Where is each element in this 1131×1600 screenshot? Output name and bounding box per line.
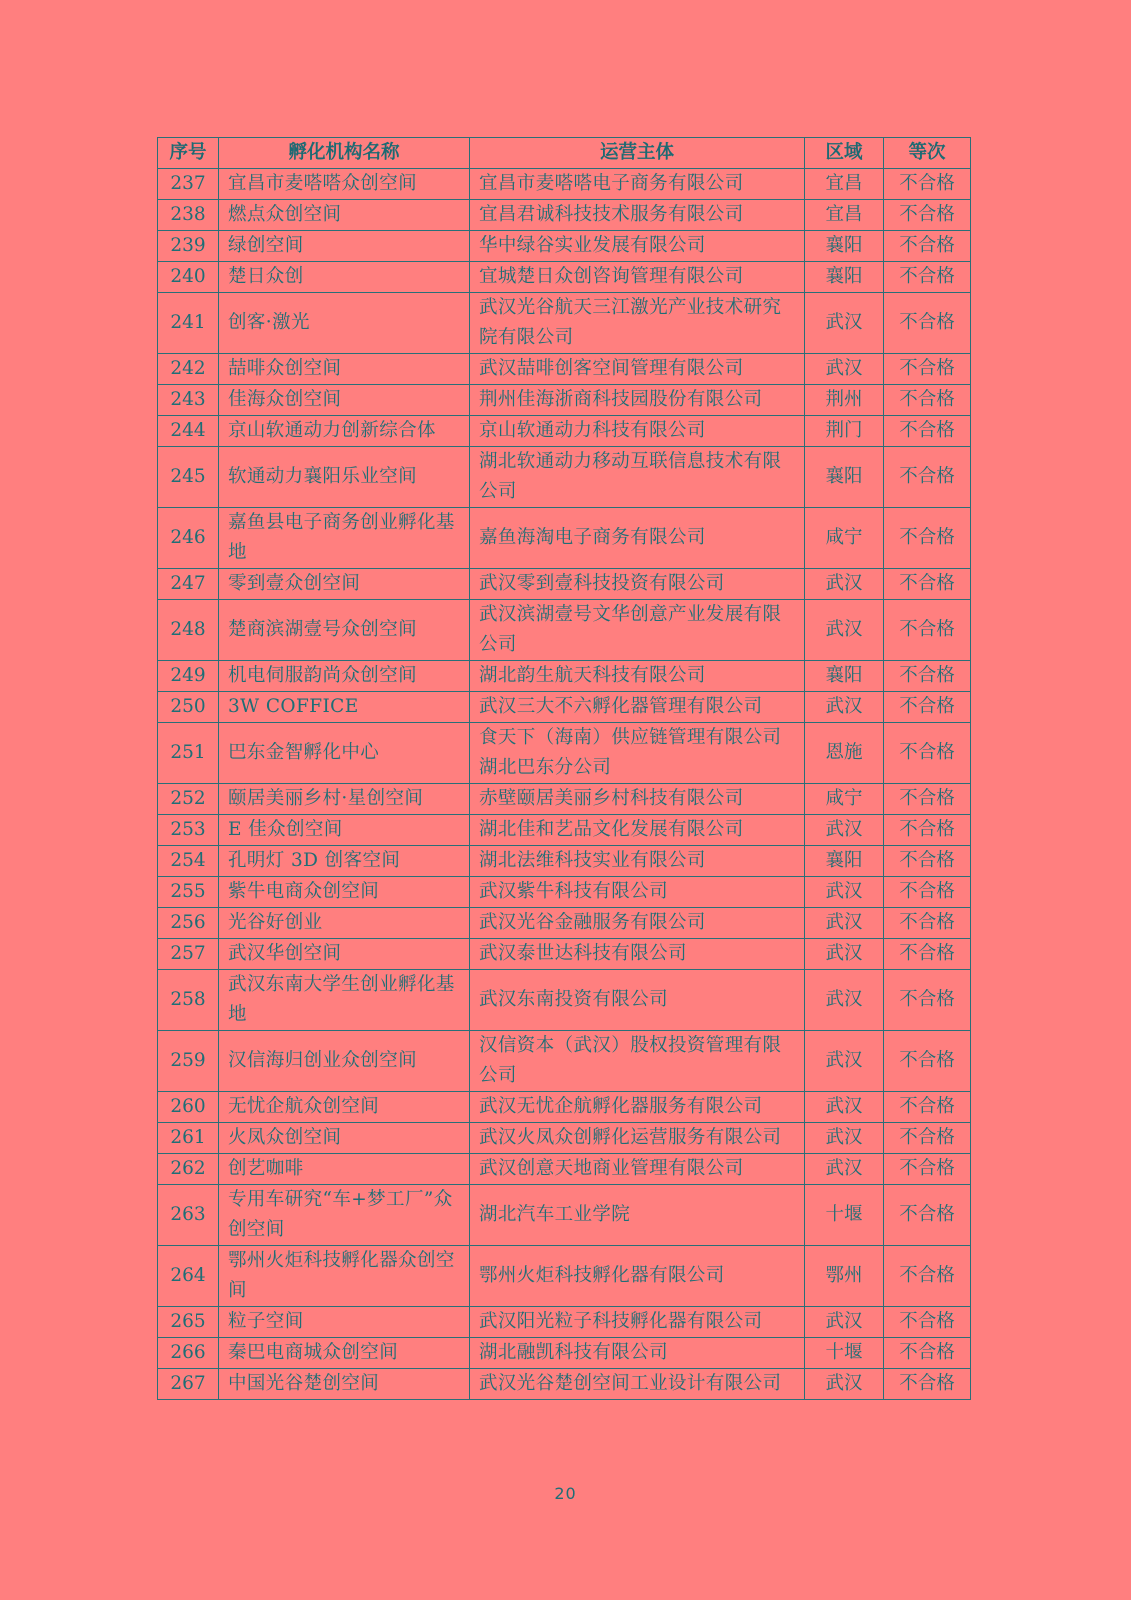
cell-incubator-name: 巴东金智孵化中心 [219,723,470,784]
cell-grade: 不合格 [884,447,971,508]
cell-region: 咸宁 [805,784,884,815]
cell-region: 荆门 [805,416,884,447]
cell-incubator-name: 零到壹众创空间 [219,569,470,600]
cell-region: 襄阳 [805,262,884,293]
table-row [158,846,971,877]
cell-region: 武汉 [805,1092,884,1123]
cell-grade: 不合格 [884,1246,971,1307]
cell-region: 武汉 [805,354,884,385]
cell-incubator-name: 喆啡众创空间 [219,354,470,385]
table-row [158,200,971,231]
cell-region: 宜昌 [805,169,884,200]
table-row [158,1123,971,1154]
cell-incubator-name: 汉信海归创业众创空间 [219,1031,470,1092]
table-row [158,815,971,846]
cell-grade: 不合格 [884,784,971,815]
cell-incubator-name: 光谷好创业 [219,908,470,939]
cell-operator: 鄂州火炬科技孵化器有限公司 [470,1246,805,1307]
cell-serial-number: 261 [158,1123,219,1154]
cell-serial-number: 239 [158,231,219,262]
table-row [158,1154,971,1185]
header-incubator-name: 孵化机构名称 [219,138,470,169]
cell-operator: 武汉光谷金融服务有限公司 [470,908,805,939]
cell-serial-number: 258 [158,970,219,1031]
cell-serial-number: 256 [158,908,219,939]
cell-operator: 武汉阳光粒子科技孵化器有限公司 [470,1307,805,1338]
table-row [158,723,971,784]
cell-region: 武汉 [805,815,884,846]
cell-region: 武汉 [805,569,884,600]
cell-incubator-name: 孔明灯 3D 创客空间 [219,846,470,877]
cell-grade: 不合格 [884,1185,971,1246]
cell-operator: 武汉光谷航天三江激光产业技术研究院有限公司 [470,293,805,354]
table-row [158,508,971,569]
cell-region: 武汉 [805,908,884,939]
cell-operator: 湖北融凯科技有限公司 [470,1338,805,1369]
cell-operator: 京山软通动力科技有限公司 [470,416,805,447]
cell-grade: 不合格 [884,877,971,908]
cell-serial-number: 254 [158,846,219,877]
cell-incubator-name: 软通动力襄阳乐业空间 [219,447,470,508]
table-row [158,692,971,723]
cell-operator: 汉信资本（武汉）股权投资管理有限公司 [470,1031,805,1092]
cell-region: 襄阳 [805,846,884,877]
cell-operator: 武汉东南投资有限公司 [470,970,805,1031]
table-row [158,1031,971,1092]
cell-region: 鄂州 [805,1246,884,1307]
cell-serial-number: 266 [158,1338,219,1369]
cell-serial-number: 259 [158,1031,219,1092]
cell-grade: 不合格 [884,508,971,569]
cell-incubator-name: 粒子空间 [219,1307,470,1338]
cell-grade: 不合格 [884,569,971,600]
cell-grade: 不合格 [884,815,971,846]
table-row [158,908,971,939]
cell-serial-number: 248 [158,600,219,661]
table-row [158,600,971,661]
cell-operator: 宜昌君诚科技技术服务有限公司 [470,200,805,231]
cell-region: 武汉 [805,877,884,908]
cell-region: 咸宁 [805,508,884,569]
cell-region: 十堰 [805,1185,884,1246]
cell-region: 武汉 [805,939,884,970]
cell-operator: 湖北韵生航天科技有限公司 [470,661,805,692]
cell-serial-number: 264 [158,1246,219,1307]
cell-grade: 不合格 [884,169,971,200]
table-row [158,1246,971,1307]
cell-region: 恩施 [805,723,884,784]
cell-serial-number: 237 [158,169,219,200]
cell-grade: 不合格 [884,692,971,723]
table-row [158,1307,971,1338]
cell-serial-number: 249 [158,661,219,692]
cell-grade: 不合格 [884,1031,971,1092]
cell-serial-number: 253 [158,815,219,846]
cell-grade: 不合格 [884,1369,971,1400]
cell-incubator-name: 3W COFFICE [219,692,470,723]
cell-serial-number: 245 [158,447,219,508]
cell-incubator-name: 机电伺服韵尚众创空间 [219,661,470,692]
table-row [158,354,971,385]
cell-operator: 武汉火凤众创孵化运营服务有限公司 [470,1123,805,1154]
cell-operator: 武汉泰世达科技有限公司 [470,939,805,970]
table-row [158,169,971,200]
cell-grade: 不合格 [884,354,971,385]
cell-serial-number: 252 [158,784,219,815]
cell-serial-number: 238 [158,200,219,231]
page-number: 20 [554,1484,577,1503]
cell-incubator-name: 武汉东南大学生创业孵化基地 [219,970,470,1031]
cell-grade: 不合格 [884,1338,971,1369]
table-row [158,385,971,416]
cell-operator: 武汉无忧企航孵化器服务有限公司 [470,1092,805,1123]
cell-serial-number: 251 [158,723,219,784]
cell-grade: 不合格 [884,600,971,661]
cell-serial-number: 262 [158,1154,219,1185]
cell-serial-number: 244 [158,416,219,447]
table-row [158,939,971,970]
cell-incubator-name: 秦巴电商城众创空间 [219,1338,470,1369]
cell-incubator-name: 宜昌市麦嗒嗒众创空间 [219,169,470,200]
cell-region: 武汉 [805,293,884,354]
cell-incubator-name: 鄂州火炬科技孵化器众创空间 [219,1246,470,1307]
cell-operator: 湖北汽车工业学院 [470,1185,805,1246]
cell-region: 武汉 [805,1154,884,1185]
cell-incubator-name: 无忧企航众创空间 [219,1092,470,1123]
cell-grade: 不合格 [884,939,971,970]
table-row [158,447,971,508]
cell-operator: 武汉三大不六孵化器管理有限公司 [470,692,805,723]
cell-incubator-name: 京山软通动力创新综合体 [219,416,470,447]
cell-serial-number: 250 [158,692,219,723]
cell-serial-number: 240 [158,262,219,293]
header-row [158,138,971,169]
cell-region: 武汉 [805,692,884,723]
cell-incubator-name: 燃点众创空间 [219,200,470,231]
cell-region: 武汉 [805,1031,884,1092]
cell-operator: 赤壁颐居美丽乡村科技有限公司 [470,784,805,815]
cell-grade: 不合格 [884,723,971,784]
cell-grade: 不合格 [884,846,971,877]
cell-grade: 不合格 [884,262,971,293]
table-row [158,293,971,354]
cell-region: 武汉 [805,1307,884,1338]
cell-grade: 不合格 [884,231,971,262]
table-row [158,231,971,262]
cell-serial-number: 260 [158,1092,219,1123]
cell-grade: 不合格 [884,385,971,416]
cell-region: 荆州 [805,385,884,416]
cell-operator: 荆州佳海浙商科技园股份有限公司 [470,385,805,416]
cell-region: 襄阳 [805,231,884,262]
cell-region: 武汉 [805,1123,884,1154]
cell-incubator-name: E 佳众创空间 [219,815,470,846]
cell-grade: 不合格 [884,293,971,354]
table-row [158,661,971,692]
cell-grade: 不合格 [884,416,971,447]
cell-region: 武汉 [805,1369,884,1400]
cell-serial-number: 257 [158,939,219,970]
table-row [158,1369,971,1400]
cell-incubator-name: 火凤众创空间 [219,1123,470,1154]
table-row [158,784,971,815]
cell-serial-number: 255 [158,877,219,908]
cell-incubator-name: 紫牛电商众创空间 [219,877,470,908]
cell-operator: 嘉鱼海淘电子商务有限公司 [470,508,805,569]
incubator-table [157,137,971,1400]
header-grade: 等次 [884,138,971,169]
cell-grade: 不合格 [884,970,971,1031]
cell-incubator-name: 楚日众创 [219,262,470,293]
cell-grade: 不合格 [884,908,971,939]
cell-region: 襄阳 [805,447,884,508]
cell-incubator-name: 佳海众创空间 [219,385,470,416]
cell-grade: 不合格 [884,1092,971,1123]
cell-serial-number: 267 [158,1369,219,1400]
cell-serial-number: 247 [158,569,219,600]
cell-operator: 湖北佳和艺品文化发展有限公司 [470,815,805,846]
cell-serial-number: 263 [158,1185,219,1246]
table-row [158,970,971,1031]
cell-operator: 武汉光谷楚创空间工业设计有限公司 [470,1369,805,1400]
header-region: 区域 [805,138,884,169]
cell-region: 襄阳 [805,661,884,692]
table-body [158,169,971,1400]
cell-operator: 武汉喆啡创客空间管理有限公司 [470,354,805,385]
cell-operator: 湖北软通动力移动互联信息技术有限公司 [470,447,805,508]
cell-region: 十堰 [805,1338,884,1369]
table-row [158,877,971,908]
cell-region: 武汉 [805,970,884,1031]
table-row [158,1185,971,1246]
cell-operator: 武汉滨湖壹号文华创意产业发展有限公司 [470,600,805,661]
cell-incubator-name: 创艺咖啡 [219,1154,470,1185]
cell-incubator-name: 专用车研究“车+梦工厂”众创空间 [219,1185,470,1246]
cell-operator: 武汉零到壹科技投资有限公司 [470,569,805,600]
cell-incubator-name: 中国光谷楚创空间 [219,1369,470,1400]
cell-operator: 宜昌市麦嗒嗒电子商务有限公司 [470,169,805,200]
cell-incubator-name: 嘉鱼县电子商务创业孵化基地 [219,508,470,569]
cell-incubator-name: 绿创空间 [219,231,470,262]
cell-serial-number: 265 [158,1307,219,1338]
cell-operator: 武汉创意天地商业管理有限公司 [470,1154,805,1185]
cell-grade: 不合格 [884,661,971,692]
cell-incubator-name: 创客·激光 [219,293,470,354]
cell-incubator-name: 武汉华创空间 [219,939,470,970]
table-row [158,1092,971,1123]
cell-operator: 武汉紫牛科技有限公司 [470,877,805,908]
header-serial-number: 序号 [158,138,219,169]
cell-operator: 食天下（海南）供应链管理有限公司湖北巴东分公司 [470,723,805,784]
table-row [158,569,971,600]
table-row [158,262,971,293]
cell-operator: 宜城楚日众创咨询管理有限公司 [470,262,805,293]
table-header [158,138,971,169]
cell-incubator-name: 颐居美丽乡村·星创空间 [219,784,470,815]
cell-grade: 不合格 [884,1154,971,1185]
header-operator: 运营主体 [470,138,805,169]
cell-grade: 不合格 [884,200,971,231]
cell-operator: 华中绿谷实业发展有限公司 [470,231,805,262]
cell-serial-number: 243 [158,385,219,416]
cell-serial-number: 242 [158,354,219,385]
cell-region: 武汉 [805,600,884,661]
cell-serial-number: 246 [158,508,219,569]
cell-operator: 湖北法维科技实业有限公司 [470,846,805,877]
table-row [158,1338,971,1369]
cell-serial-number: 241 [158,293,219,354]
cell-grade: 不合格 [884,1123,971,1154]
cell-region: 宜昌 [805,200,884,231]
cell-incubator-name: 楚商滨湖壹号众创空间 [219,600,470,661]
cell-grade: 不合格 [884,1307,971,1338]
table-row [158,416,971,447]
